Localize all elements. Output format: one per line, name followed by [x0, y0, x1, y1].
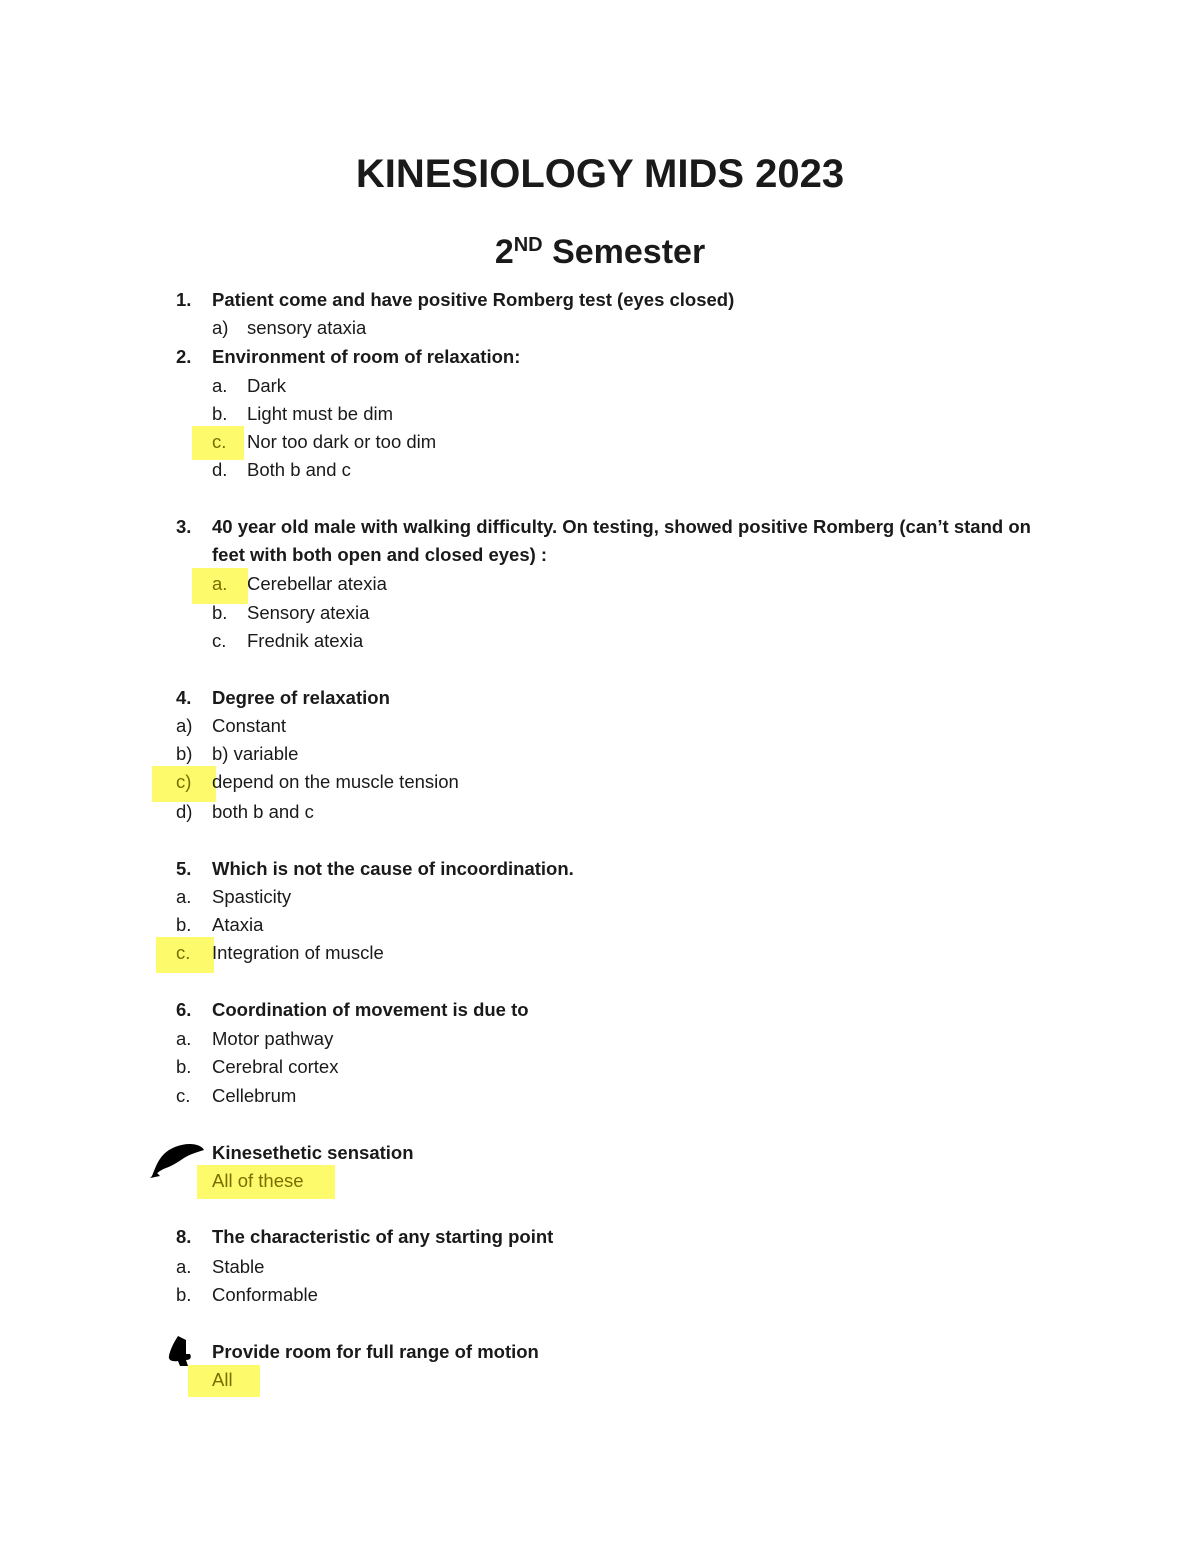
option-text: Constant [212, 715, 287, 736]
option-marker: c) [176, 771, 192, 792]
question-text: Provide room for full range of motion [212, 1341, 539, 1362]
option-text: Stable [212, 1256, 265, 1277]
option-text: b) variable [212, 743, 299, 764]
question-text: Environment of room of relaxation: [212, 346, 521, 367]
option-text: Motor pathway [212, 1028, 334, 1049]
option-marker: b) [176, 743, 193, 764]
option-marker: a) [212, 317, 229, 338]
option-text: sensory ataxia [247, 317, 367, 338]
option-marker: a. [176, 886, 192, 907]
option-text: Ataxia [212, 914, 264, 935]
answer-text: All [212, 1369, 233, 1390]
option-marker: d) [176, 801, 193, 822]
question-text: feet with both open and closed eyes) : [212, 544, 548, 565]
question-number: 3. [176, 516, 192, 537]
option-text: depend on the muscle tension [212, 771, 459, 792]
option-text: Conformable [212, 1284, 318, 1305]
scribble-mark [166, 1334, 196, 1368]
option-marker: a. [176, 1256, 192, 1277]
question-number: 4. [176, 687, 192, 708]
question-number: 1. [176, 289, 192, 310]
option-text: Light must be dim [247, 403, 394, 424]
question-number: 6. [176, 999, 192, 1020]
option-marker: b. [176, 1056, 192, 1077]
question-text: Degree of relaxation [212, 687, 390, 708]
option-text: Cellebrum [212, 1085, 297, 1106]
option-text: Frednik atexia [247, 630, 364, 651]
question-text: Patient come and have positive Romberg test (eyes closed) [212, 289, 735, 310]
option-marker: a. [176, 1028, 192, 1049]
option-text: Cerebral cortex [212, 1056, 339, 1077]
option-marker: a. [212, 573, 228, 594]
question-text: Coordination of movement is due to [212, 999, 529, 1020]
option-marker: a. [212, 375, 228, 396]
option-text: Integration of muscle [212, 942, 384, 963]
option-marker: c. [176, 1085, 191, 1106]
option-marker: b. [176, 1284, 192, 1305]
option-text: Spasticity [212, 886, 292, 907]
subtitle-text: Semester [542, 233, 706, 271]
option-marker: b. [212, 403, 228, 424]
answer-text: All of these [212, 1170, 304, 1191]
option-text: Both b and c [247, 459, 351, 480]
option-marker: c. [176, 942, 191, 963]
question-text: Kinesethetic sensation [212, 1142, 414, 1163]
option-text: both b and c [212, 801, 314, 822]
subtitle-superscript: ND [513, 234, 543, 256]
option-marker: a) [176, 715, 193, 736]
option-text: Dark [247, 375, 287, 396]
question-number: 2. [176, 346, 192, 367]
option-marker: b. [176, 914, 192, 935]
question-text: 40 year old male with walking difficulty. On testing, showed positive Romberg (can’t stand on [212, 516, 1031, 537]
option-text: Cerebellar atexia [247, 573, 387, 594]
option-marker: b. [212, 602, 228, 623]
question-text: Which is not the cause of incoordination. [212, 858, 574, 879]
subtitle-number: 2 [494, 233, 514, 271]
option-marker: d. [212, 459, 228, 480]
option-marker: c. [212, 630, 227, 651]
option-text: Nor too dark or too dim [247, 431, 437, 452]
page-title: KINESIOLOGY MIDS 2023 [355, 152, 845, 196]
option-text: Sensory atexia [247, 602, 370, 623]
question-number: 5. [176, 858, 192, 879]
page-subtitle [0, 223, 1200, 274]
option-marker: c. [212, 431, 227, 452]
question-number: 8. [176, 1226, 192, 1247]
question-text: The characteristic of any starting point [212, 1226, 554, 1247]
